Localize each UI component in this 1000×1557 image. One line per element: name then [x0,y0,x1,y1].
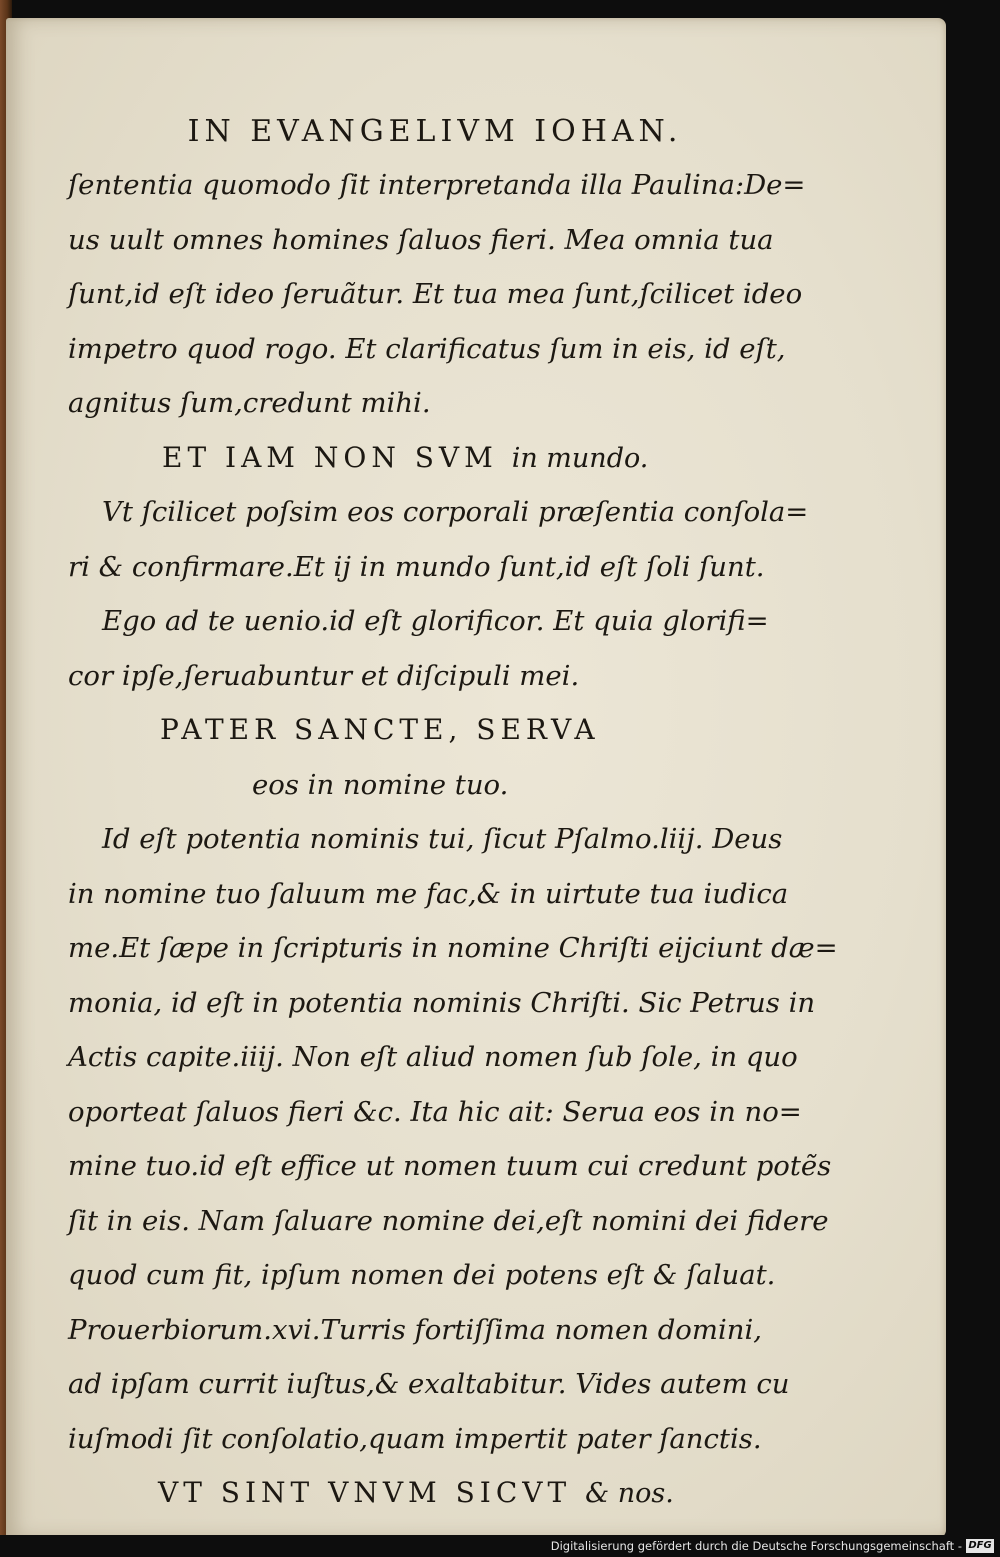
text-line: mine tuo.id eſt effice ut nomen tuum cui credunt potẽs [68,1150,832,1182]
text-line: ri & confirmare.Et ij in mundo ſunt,id eſt ſoli ſunt. [68,550,765,583]
text-line: Vt ſcilicet poſsim eos corporali præſentia conſola= [102,496,809,528]
text-line: Id eſt potentia nominis tui, ſicut Pſalmo.liij. Deus [102,823,783,855]
text-line: us uult omnes homines ſaluos fieri. Mea omnia tua [68,223,774,256]
heading-caps: VT SINT VNVM SICVT [158,1476,572,1509]
section-heading-3 [66,1466,756,1521]
text-line: quod cum fit, ipſum nomen dei potens eſt & ſaluat. [68,1259,776,1291]
heading-caps: ET IAM NON SVM [162,440,498,474]
text-line: Actis capite.iiij. Non eſt aliud nomen ſub ſole, in quo [68,1041,798,1073]
text-line: impetro quod rogo. Et clarificatus ſum in eis, id eſt, [68,332,786,365]
text-line: cor ipſe,ſeruabuntur et diſcipuli mei. [68,659,580,692]
heading-tail: in mundo. [511,442,649,474]
section-heading-1 [66,431,756,486]
text-line: ſit in eis. Nam ſaluare nomine dei,eſt nomini dei fidere [68,1204,829,1237]
text-line: Prouerbiorum.xvi.Turris fortiſſima nomen domini, [68,1313,762,1346]
footer-bar [0,1535,1000,1557]
section-heading-2: PATER SANCTE, SERVA [160,713,600,746]
book-page [6,18,946,1538]
text-line: oporteat ſaluos fieri &c. Ita hic ait: Serua eos in no= [68,1095,802,1128]
text-line: me.Et ſæpe in ſcripturis in nomine Chriſti eijciunt dæ= [68,932,838,964]
text-line: Ego ad te uenio.id eſt glorificor. Et quia glorifi= [102,605,769,637]
running-head: IN EVANGELIVM IOHAN. [187,114,683,149]
heading-continuation: eos in nomine tuo. [252,768,509,801]
text-line: in nomine tuo ſaluum me fac,& in uirtute tua iudica [68,877,789,910]
text-line: ad ipſam currit iuſtus,& exaltabitur. Vides autem cu [68,1368,790,1400]
text-line: iuſmodi ſit conſolatio,quam impertit pater ſanctis. [68,1422,762,1455]
dfg-logo: DFG [966,1539,994,1553]
text-block [66,106,838,1521]
text-line: ſunt,id eſt ideo ſeruãtur. Et tua mea ſunt,ſcilicet ideo [68,278,803,310]
text-line: ſententia quomodo ſit interpretanda illa Paulina:De= [68,169,806,201]
heading-tail: & nos. [585,1478,674,1509]
funding-credit: Digitalisierung gefördert durch die Deutsche Forschungsgemeinschaft - [550,1539,962,1553]
text-line: monia, id eſt in potentia nominis Chriſti. Sic Petrus in [68,986,816,1019]
text-line: agnitus ſum,credunt mihi. [68,387,431,419]
